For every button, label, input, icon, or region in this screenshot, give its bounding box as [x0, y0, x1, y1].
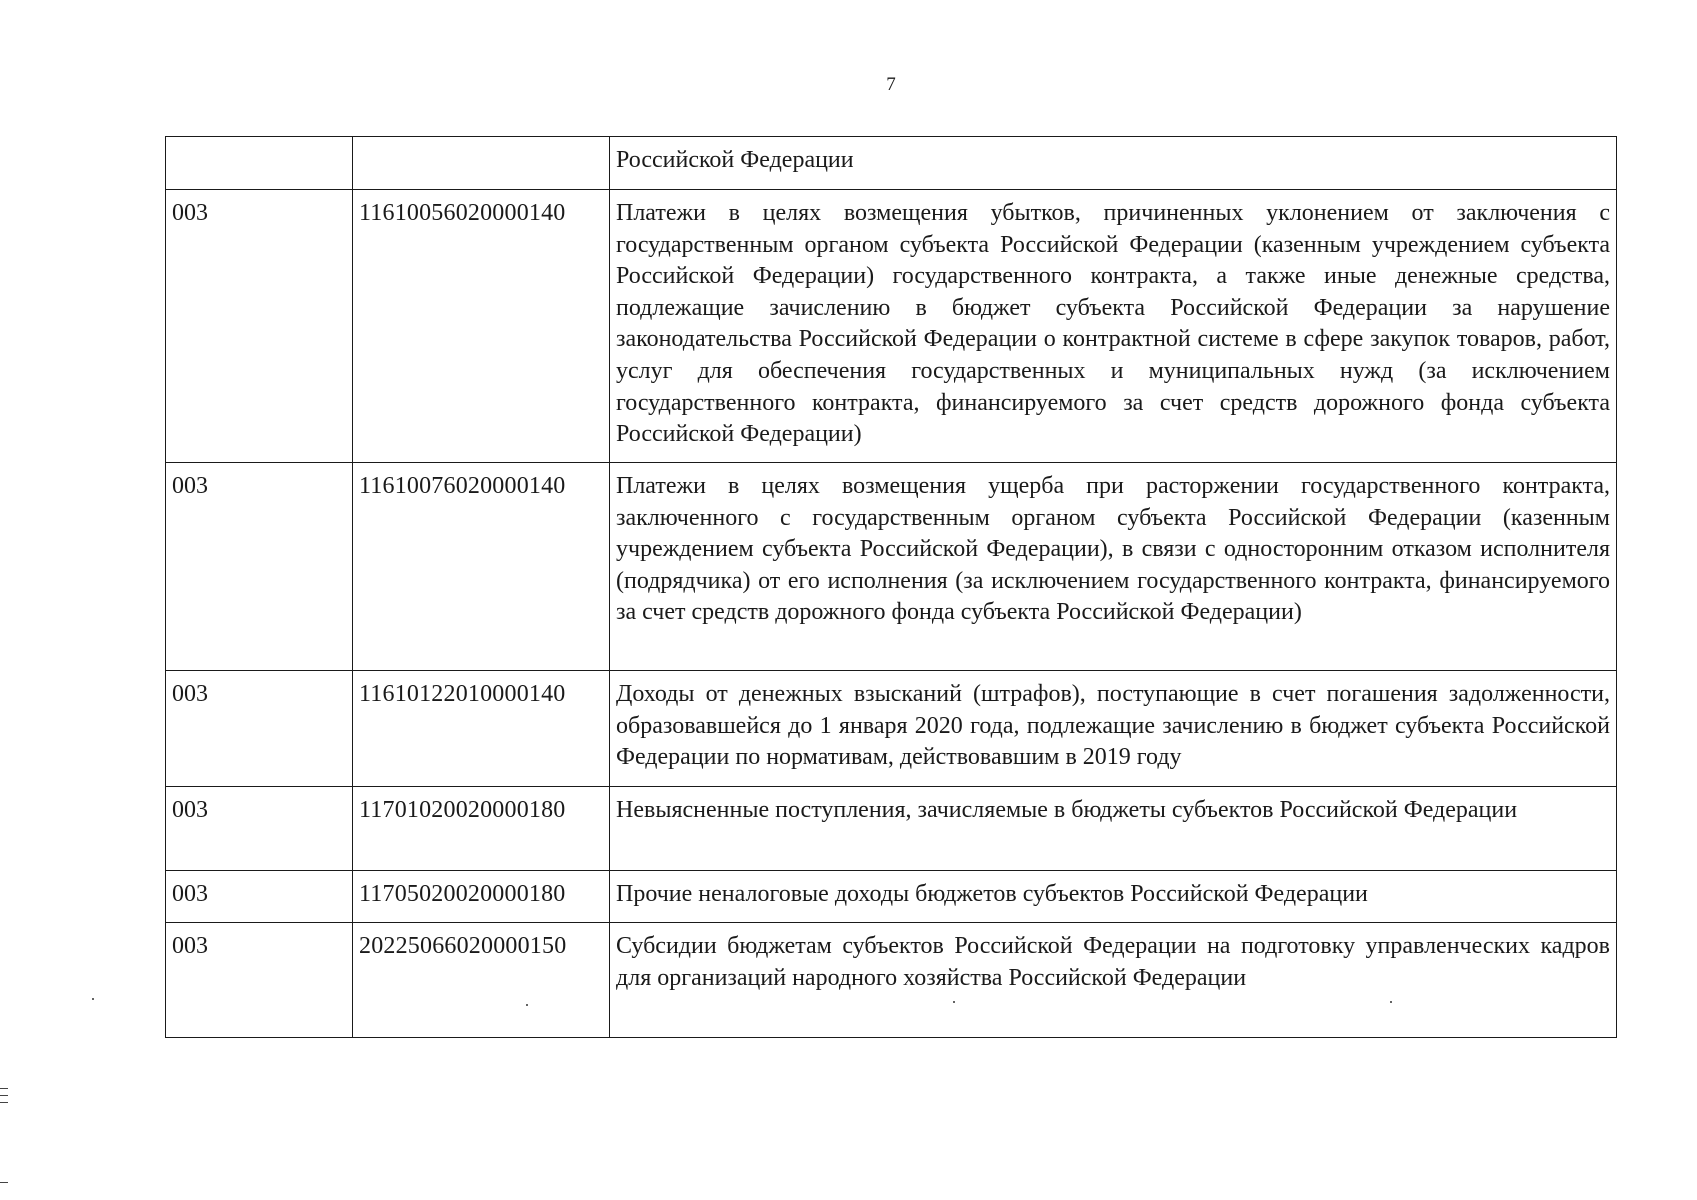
description-cell: Платежи в целях возмещения ущерба при расторжении государственного контракта, заключенного с государственным органом субъекта Российской Федерации (казенным учреждением субъекта Российской Федерации), в связи с односторонним отказом исполнителя (подрядчика) от его исполнения (за исключением государственного контракта, финансируемого за счет средств дорожного фонда субъекта Российской Федерации) — [610, 463, 1617, 671]
admin-code-cell: 003 — [166, 787, 353, 871]
margin-mark — [0, 1182, 8, 1183]
kbk-code-cell: 11701020020000180 — [353, 787, 610, 871]
kbk-code-cell: 11610056020000140 — [353, 190, 610, 463]
admin-code-cell: 003 — [166, 923, 353, 1038]
description-cell: Прочие неналоговые доходы бюджетов субъектов Российской Федерации — [610, 871, 1617, 923]
description-cell: Доходы от денежных взысканий (штрафов), поступающие в счет погашения задолженности, образовавшейся до 1 января 2020 года, подлежащие зачислению в бюджет субъекта Российской Федерации по нормативам, действовавшим в 2019 году — [610, 671, 1617, 787]
table-row — [166, 923, 1617, 1038]
scan-speck — [1390, 1001, 1392, 1003]
description-cell: Платежи в целях возмещения убытков, причиненных уклонением от заключения с государственным органом субъекта Российской Федерации (казенным учреждением субъекта Российской Федерации) государственного контракта, а также иные денежные средства, подлежащие зачислению в бюджет субъекта Российской Федерации за нарушение законодательства Российской Федерации о контрактной системе в сфере закупок товаров, работ, услуг для обеспечения государственных и муниципальных нужд (за исключением государственного контракта, финансируемого за счет средств дорожного фонда субъекта Российской Федерации) — [610, 190, 1617, 463]
description-cell: Невыясненные поступления, зачисляемые в бюджеты субъектов Российской Федерации — [610, 787, 1617, 871]
margin-mark — [0, 1088, 8, 1089]
kbk-code-cell — [353, 137, 610, 190]
table-row — [166, 871, 1617, 923]
table-row — [166, 463, 1617, 671]
admin-code-cell — [166, 137, 353, 190]
admin-code-cell: 003 — [166, 190, 353, 463]
page-number: 7 — [886, 74, 896, 95]
kbk-code-cell: 11610076020000140 — [353, 463, 610, 671]
kbk-code-cell: 20225066020000150 — [353, 923, 610, 1038]
margin-mark — [0, 1102, 8, 1103]
admin-code-cell: 003 — [166, 671, 353, 787]
revenue-codes-table — [165, 136, 1617, 1038]
kbk-code-cell: 11610122010000140 — [353, 671, 610, 787]
description-cell: Субсидии бюджетам субъектов Российской Федерации на подготовку управленческих кадров для организаций народного хозяйства Российской Федерации — [610, 923, 1617, 1038]
table-row — [166, 671, 1617, 787]
table-row — [166, 137, 1617, 190]
admin-code-cell: 003 — [166, 871, 353, 923]
margin-mark — [0, 1095, 8, 1096]
scan-speck — [92, 998, 94, 1000]
scan-speck — [526, 1004, 528, 1006]
kbk-code-cell: 11705020020000180 — [353, 871, 610, 923]
scan-speck — [953, 1001, 955, 1003]
description-cell: Российской Федерации — [610, 137, 1617, 190]
admin-code-cell: 003 — [166, 463, 353, 671]
table-row — [166, 190, 1617, 463]
table-row — [166, 787, 1617, 871]
